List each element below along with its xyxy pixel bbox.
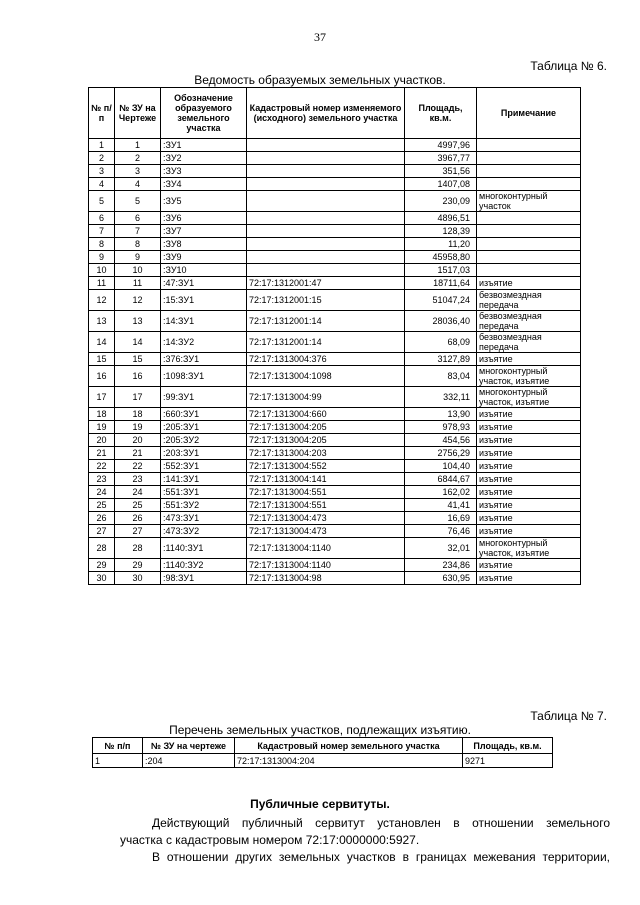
table-cell: :205:ЗУ1	[161, 421, 247, 434]
table-row	[89, 447, 581, 460]
table-cell: 72:17:1313004:98	[247, 572, 405, 585]
paragraph-line: Действующий публичный сервитут установлен в отношении земельного	[152, 816, 610, 830]
table-cell: 13,90	[405, 408, 477, 421]
table-cell	[247, 225, 405, 238]
table-cell: 8	[89, 238, 115, 251]
table-cell: :552:ЗУ1	[161, 460, 247, 473]
table6-label: Таблица № 6.	[530, 59, 607, 73]
table-cell: 17	[115, 387, 161, 408]
table-cell: 2	[115, 152, 161, 165]
table-cell: 2	[89, 152, 115, 165]
column-header: № ЗУ на чертеже	[143, 738, 235, 754]
table-cell: 16,69	[405, 512, 477, 525]
table-cell	[247, 264, 405, 277]
table-cell	[247, 165, 405, 178]
table-cell: :ЗУ6	[161, 212, 247, 225]
table-cell: изъятие	[477, 486, 581, 499]
table-cell: 72:17:1313004:203	[247, 447, 405, 460]
table-cell	[477, 178, 581, 191]
table-cell: 72:17:1313004:551	[247, 486, 405, 499]
table-row	[89, 366, 581, 387]
table-cell: 454,56	[405, 434, 477, 447]
table-cell: :473:ЗУ2	[161, 525, 247, 538]
table-cell: 3	[115, 165, 161, 178]
table-cell: 72:17:1313004:1140	[247, 538, 405, 559]
table-cell: 72:17:1312001:14	[247, 332, 405, 353]
table-cell: 332,11	[405, 387, 477, 408]
table-cell: :1140:ЗУ2	[161, 559, 247, 572]
column-header: Кадастровый номер изменяемого (исходного) земельного участка	[247, 88, 405, 139]
table-cell: :14:ЗУ1	[161, 311, 247, 332]
table-cell: 25	[115, 499, 161, 512]
table-cell: 20	[89, 434, 115, 447]
table-cell: 72:17:1313004:551	[247, 499, 405, 512]
table-cell: 24	[89, 486, 115, 499]
table-cell: 72:17:1313004:141	[247, 473, 405, 486]
table-cell: 18711,64	[405, 277, 477, 290]
table-cell: 72:17:1313004:204	[235, 754, 463, 768]
table-cell: 13	[115, 311, 161, 332]
table-cell: 128,39	[405, 225, 477, 238]
column-header: № п/п	[93, 738, 143, 754]
table-cell: 72:17:1313004:473	[247, 512, 405, 525]
table-cell	[477, 264, 581, 277]
table7-caption: Перечень земельных участков, подлежащих изъятию.	[169, 723, 471, 737]
table-cell: 11	[89, 277, 115, 290]
table-cell: :ЗУ2	[161, 152, 247, 165]
table-row	[89, 238, 581, 251]
table-cell: :ЗУ9	[161, 251, 247, 264]
table-row	[89, 251, 581, 264]
table-cell: 6	[89, 212, 115, 225]
table-cell: 978,93	[405, 421, 477, 434]
table-cell: 20	[115, 434, 161, 447]
table-cell	[247, 139, 405, 152]
section-title: Публичные сервитуты.	[250, 797, 390, 811]
table-cell: 76,46	[405, 525, 477, 538]
table6-caption: Ведомость образуемых земельных участков.	[194, 73, 446, 87]
table-row	[89, 332, 581, 353]
table-cell: 32,01	[405, 538, 477, 559]
table-cell: 4997,96	[405, 139, 477, 152]
table-row	[89, 460, 581, 473]
table-cell: 3967,77	[405, 152, 477, 165]
table-cell: 21	[89, 447, 115, 460]
table-cell: 10	[89, 264, 115, 277]
table-row	[89, 191, 581, 212]
table-cell: изъятие	[477, 353, 581, 366]
table-cell: 41,41	[405, 499, 477, 512]
column-header: № п/п	[89, 88, 115, 139]
table-cell: :660:ЗУ1	[161, 408, 247, 421]
table-cell: изъятие	[477, 525, 581, 538]
table-cell: 19	[89, 421, 115, 434]
table-cell: 72:17:1313004:473	[247, 525, 405, 538]
table-cell: :ЗУ8	[161, 238, 247, 251]
table-cell: 1	[93, 754, 143, 768]
table-row	[89, 473, 581, 486]
table-cell: 19	[115, 421, 161, 434]
table-row	[89, 434, 581, 447]
table-row	[89, 353, 581, 366]
table-cell: 22	[89, 460, 115, 473]
table-cell: 27	[115, 525, 161, 538]
table-cell: многоконтурный участок, изъятие	[477, 366, 581, 387]
table-cell: 83,04	[405, 366, 477, 387]
table-cell: 12	[89, 290, 115, 311]
table-cell: :ЗУ1	[161, 139, 247, 152]
table-row	[89, 421, 581, 434]
table-cell	[477, 212, 581, 225]
table-cell: :204	[143, 754, 235, 768]
table-row	[89, 538, 581, 559]
table-cell: 3	[89, 165, 115, 178]
table-cell: 72:17:1313004:1140	[247, 559, 405, 572]
table-row	[89, 264, 581, 277]
table-cell: 72:17:1313004:99	[247, 387, 405, 408]
table-cell: 72:17:1313004:660	[247, 408, 405, 421]
table-row	[89, 152, 581, 165]
table-cell: :376:ЗУ1	[161, 353, 247, 366]
table-cell: изъятие	[477, 559, 581, 572]
table-cell: 72:17:1313004:205	[247, 421, 405, 434]
table-cell: 6	[115, 212, 161, 225]
table-cell: 72:17:1313004:1098	[247, 366, 405, 387]
table-row	[89, 408, 581, 421]
table-cell: 9271	[463, 754, 553, 768]
table-cell: 14	[89, 332, 115, 353]
table-header-row	[93, 738, 553, 754]
table-cell: 11	[115, 277, 161, 290]
table-cell: изъятие	[477, 473, 581, 486]
table-row	[89, 277, 581, 290]
table-row	[89, 165, 581, 178]
table-cell: :ЗУ5	[161, 191, 247, 212]
table-cell: 16	[115, 366, 161, 387]
table-cell: 28	[115, 538, 161, 559]
table-cell	[247, 191, 405, 212]
table-cell: 28036,40	[405, 311, 477, 332]
column-header: Обозначение образуемого земельного участка	[161, 88, 247, 139]
table-row	[89, 387, 581, 408]
table-cell: 4896,51	[405, 212, 477, 225]
table-cell: 15	[115, 353, 161, 366]
table-cell: 72:17:1313004:205	[247, 434, 405, 447]
table-cell: многоконтурный участок, изъятие	[477, 387, 581, 408]
column-header: Площадь, кв.м.	[463, 738, 553, 754]
table-cell: 5	[89, 191, 115, 212]
table-cell: 12	[115, 290, 161, 311]
table-cell	[247, 212, 405, 225]
table-cell: 72:17:1312001:47	[247, 277, 405, 290]
table-row	[89, 139, 581, 152]
table-cell: изъятие	[477, 572, 581, 585]
table-row	[89, 525, 581, 538]
table-seizure-plots	[92, 737, 553, 768]
table-cell: многоконтурный участок, изъятие	[477, 538, 581, 559]
table-cell: 11,20	[405, 238, 477, 251]
table-cell: 230,09	[405, 191, 477, 212]
table-row	[89, 178, 581, 191]
table-cell: изъятие	[477, 447, 581, 460]
table-cell: 1517,03	[405, 264, 477, 277]
table-cell	[477, 238, 581, 251]
table-cell: 29	[115, 559, 161, 572]
table-cell: 25	[89, 499, 115, 512]
table-land-plots	[88, 87, 581, 585]
table-cell: :551:ЗУ1	[161, 486, 247, 499]
table-cell: 16	[89, 366, 115, 387]
table-cell: :ЗУ7	[161, 225, 247, 238]
table-cell: 14	[115, 332, 161, 353]
table-cell: 1	[89, 139, 115, 152]
table-cell: 351,56	[405, 165, 477, 178]
table-cell: изъятие	[477, 277, 581, 290]
table-cell: :141:ЗУ1	[161, 473, 247, 486]
table-cell	[477, 139, 581, 152]
table-cell: :473:ЗУ1	[161, 512, 247, 525]
table-cell: 4	[89, 178, 115, 191]
table-cell: 5	[115, 191, 161, 212]
table-cell: изъятие	[477, 499, 581, 512]
table-cell: 4	[115, 178, 161, 191]
table-cell: 104,40	[405, 460, 477, 473]
table-cell: 8	[115, 238, 161, 251]
table-cell	[247, 238, 405, 251]
column-header: Площадь, кв.м.	[405, 88, 477, 139]
table-cell	[477, 225, 581, 238]
table-cell: 1407,08	[405, 178, 477, 191]
table-row	[89, 499, 581, 512]
paragraph-line: В отношении других земельных участков в границах межевания территории,	[152, 850, 610, 864]
table7-label: Таблица № 7.	[530, 709, 607, 723]
table-cell: :ЗУ3	[161, 165, 247, 178]
table-cell: 72:17:1312001:14	[247, 311, 405, 332]
page-number: 37	[314, 30, 326, 44]
table-cell: изъятие	[477, 460, 581, 473]
table-cell: безвозмездная передача	[477, 311, 581, 332]
table-row	[89, 512, 581, 525]
table-cell: изъятие	[477, 434, 581, 447]
table-cell: 162,02	[405, 486, 477, 499]
table-cell: 7	[89, 225, 115, 238]
table-cell: 630,95	[405, 572, 477, 585]
column-header: Кадастровый номер земельного участка	[235, 738, 463, 754]
table-cell: :203:ЗУ1	[161, 447, 247, 460]
table-cell: :98:ЗУ1	[161, 572, 247, 585]
table-cell: :ЗУ10	[161, 264, 247, 277]
table-cell	[247, 152, 405, 165]
table-cell: 23	[115, 473, 161, 486]
table-row	[89, 311, 581, 332]
table-cell: многоконтурный участок	[477, 191, 581, 212]
table-cell: 17	[89, 387, 115, 408]
table-cell: 26	[89, 512, 115, 525]
column-header: № ЗУ на Чертеже	[115, 88, 161, 139]
table-cell: 3127,89	[405, 353, 477, 366]
table-cell: :205:ЗУ2	[161, 434, 247, 447]
table-row	[93, 754, 553, 768]
table-cell: 30	[115, 572, 161, 585]
paragraph-line: участка с кадастровым номером 72:17:0000000:5927.	[120, 833, 420, 847]
table-cell	[477, 251, 581, 264]
table-cell: 21	[115, 447, 161, 460]
table-cell: 15	[89, 353, 115, 366]
table-row	[89, 572, 581, 585]
table-cell: 10	[115, 264, 161, 277]
table-cell: 13	[89, 311, 115, 332]
table-cell: безвозмездная передача	[477, 332, 581, 353]
table-cell: :14:ЗУ2	[161, 332, 247, 353]
table-cell	[247, 178, 405, 191]
table-cell	[477, 165, 581, 178]
table-cell: :99:ЗУ1	[161, 387, 247, 408]
table-cell: :47:ЗУ1	[161, 277, 247, 290]
table-cell: 18	[89, 408, 115, 421]
table-cell: 9	[115, 251, 161, 264]
table-cell: изъятие	[477, 408, 581, 421]
table-cell: 28	[89, 538, 115, 559]
table-cell: :ЗУ4	[161, 178, 247, 191]
column-header: Примечание	[477, 88, 581, 139]
table-cell: 45958,80	[405, 251, 477, 264]
table-row	[89, 225, 581, 238]
table-cell	[247, 251, 405, 264]
table-row	[89, 212, 581, 225]
table-cell: 51047,24	[405, 290, 477, 311]
table-cell: 23	[89, 473, 115, 486]
table-cell: безвозмездная передача	[477, 290, 581, 311]
table-cell: 2756,29	[405, 447, 477, 460]
table-cell: 7	[115, 225, 161, 238]
table-cell: 24	[115, 486, 161, 499]
table-cell	[477, 152, 581, 165]
table-cell: 18	[115, 408, 161, 421]
table-row	[89, 486, 581, 499]
table-cell: 29	[89, 559, 115, 572]
table-cell: 6844,67	[405, 473, 477, 486]
table-cell: 234,86	[405, 559, 477, 572]
table-cell: 72:17:1313004:552	[247, 460, 405, 473]
table-cell: :551:ЗУ2	[161, 499, 247, 512]
table-cell: 30	[89, 572, 115, 585]
table-cell: 27	[89, 525, 115, 538]
table-cell: изъятие	[477, 421, 581, 434]
table-cell: :1140:ЗУ1	[161, 538, 247, 559]
table-cell: :15:ЗУ1	[161, 290, 247, 311]
table-cell: 1	[115, 139, 161, 152]
table-row	[89, 559, 581, 572]
table-cell: изъятие	[477, 512, 581, 525]
table-cell: 26	[115, 512, 161, 525]
table-cell: 9	[89, 251, 115, 264]
table-row	[89, 290, 581, 311]
table-cell: 72:17:1312001:15	[247, 290, 405, 311]
table-header-row	[89, 88, 581, 139]
table-cell: 22	[115, 460, 161, 473]
table-cell: 72:17:1313004:376	[247, 353, 405, 366]
table-cell: :1098:ЗУ1	[161, 366, 247, 387]
table-cell: 68,09	[405, 332, 477, 353]
